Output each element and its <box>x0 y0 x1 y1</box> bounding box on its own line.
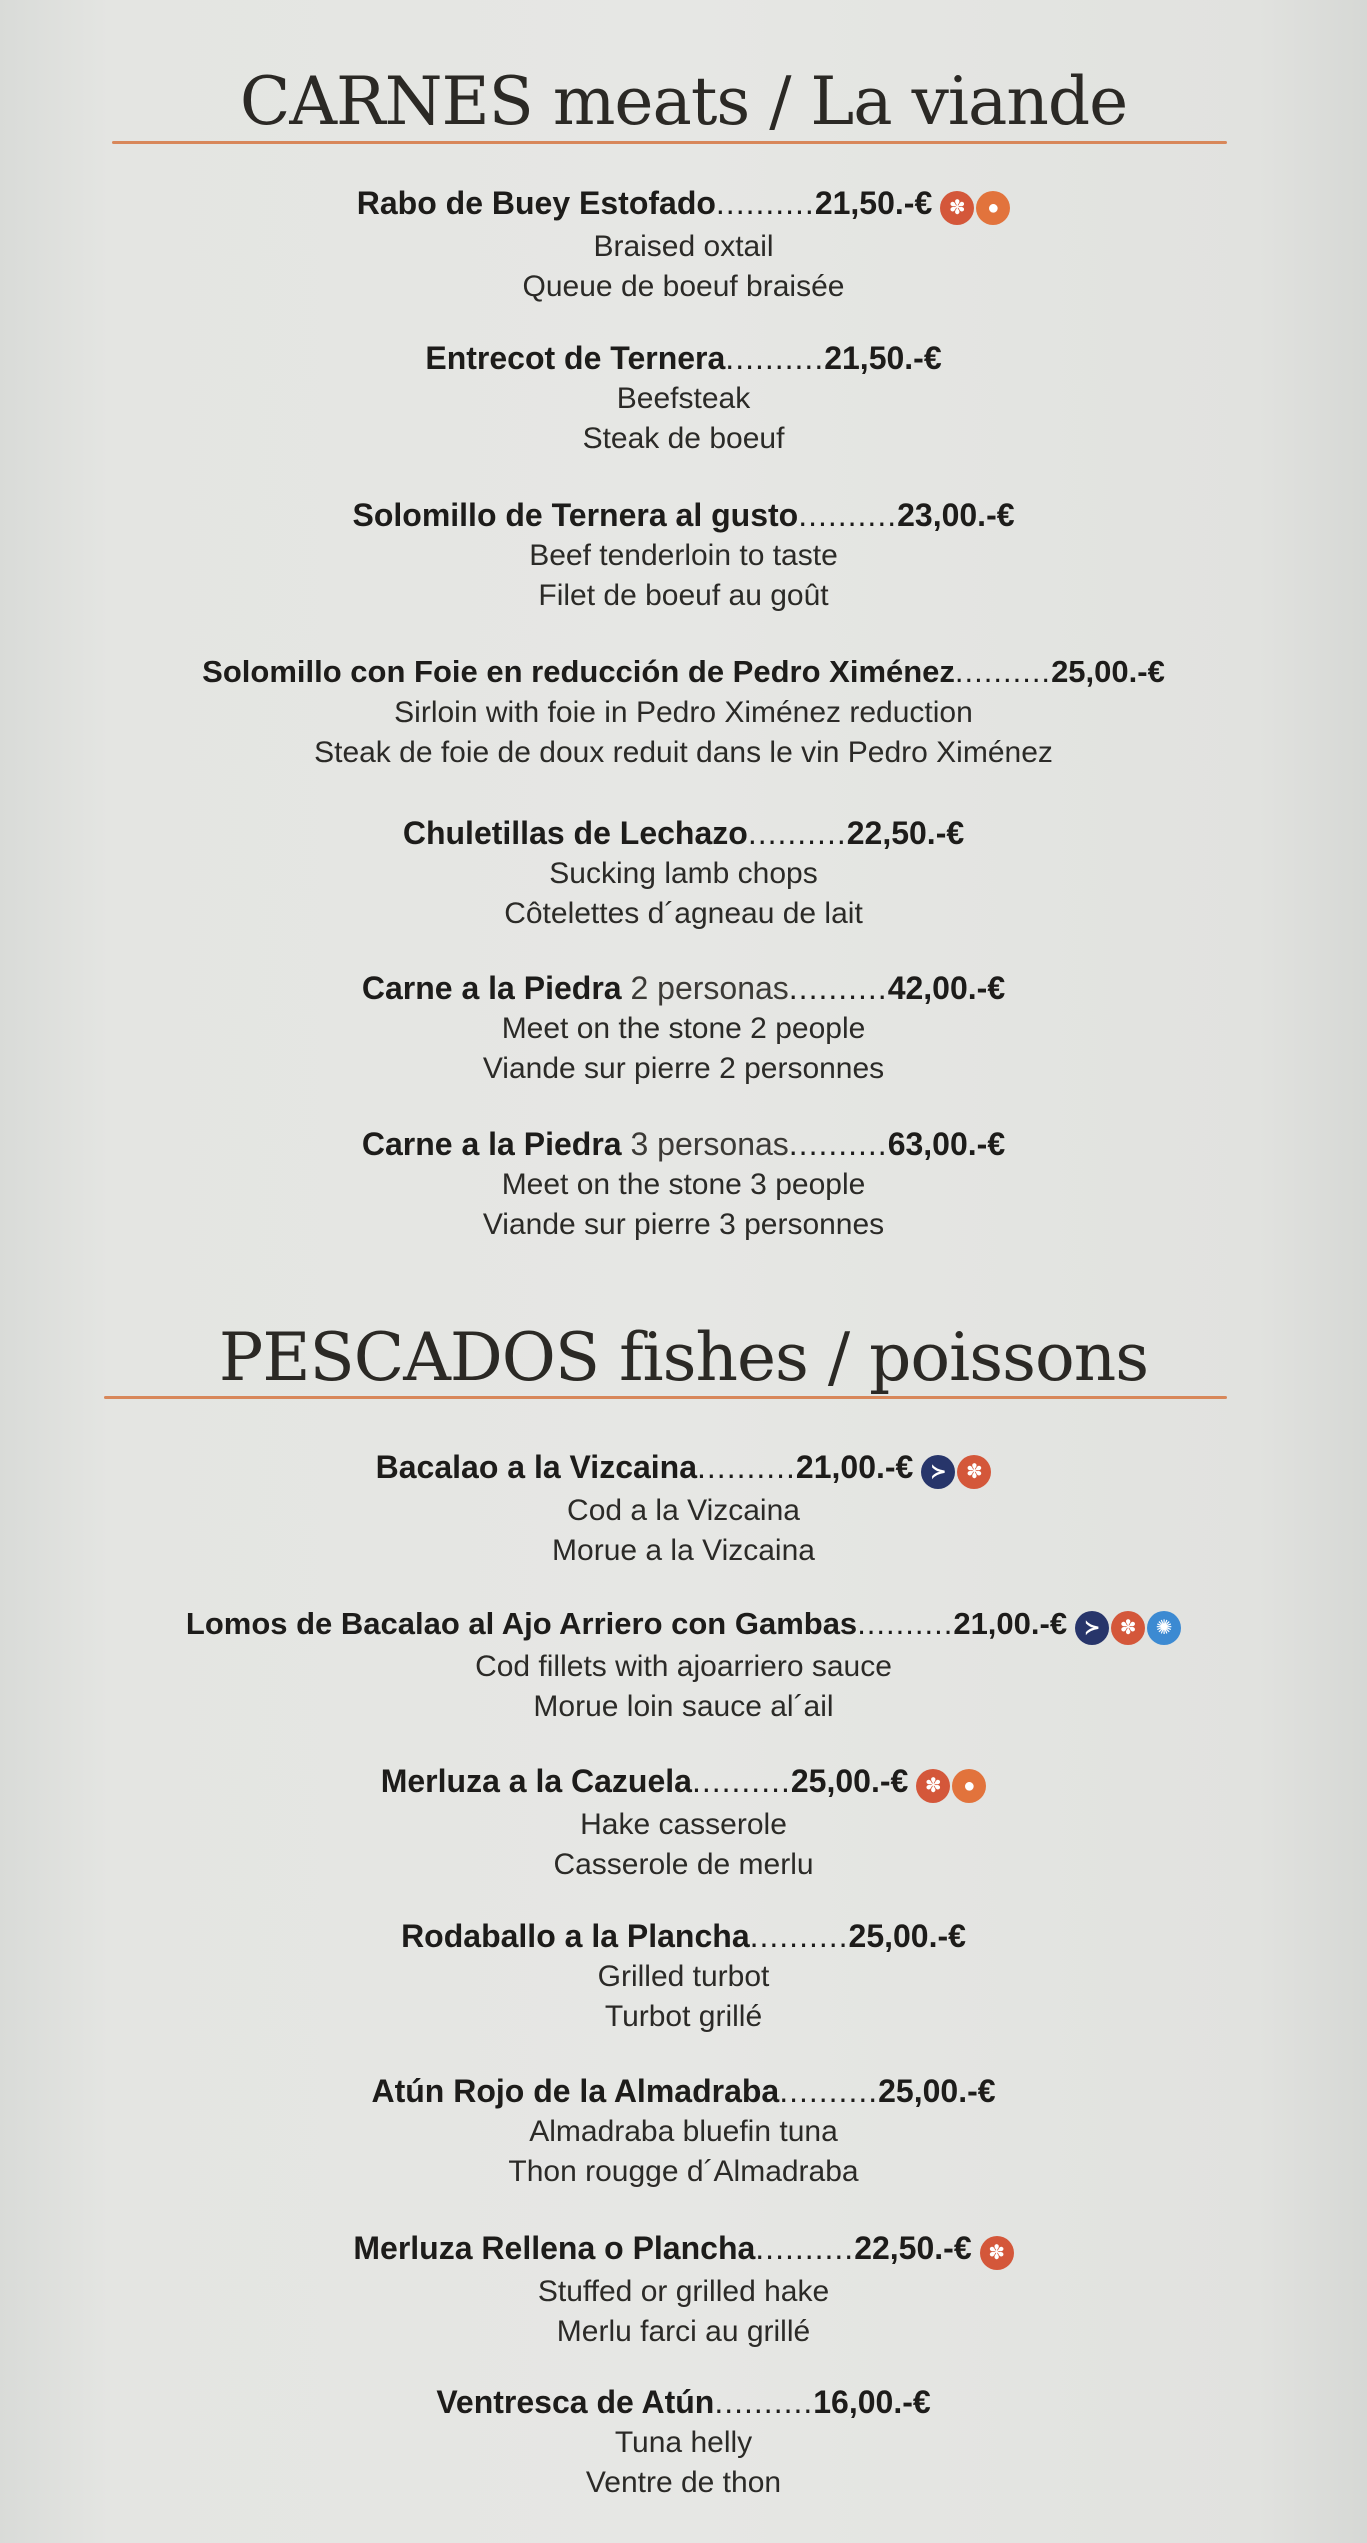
dish-description-en: Sirloin with foie in Pedro Ximénez reduction <box>394 696 973 729</box>
dish-name: Chuletillas de Lechazo <box>402 815 748 851</box>
dish-description-en: Hake casserole <box>580 1807 787 1841</box>
menu-item <box>0 651 1367 773</box>
dish-description-en: Meet on the stone 2 people <box>501 1012 866 1045</box>
dish-name: Merluza a la Cazuela <box>380 1763 692 1799</box>
menu-item <box>0 2381 1367 2503</box>
dish-name: Ventresca de Atún <box>436 2384 715 2420</box>
dish-price: 25,00.-€ <box>790 1763 909 1799</box>
dot-leader: .......... <box>714 2384 814 2420</box>
dish-description-en: Almadraba bluefin tuna <box>529 2115 838 2148</box>
dot-leader: .......... <box>779 2073 879 2109</box>
crab-icon: ✺ <box>1147 1611 1181 1645</box>
egg-icon: ● <box>952 1769 986 1803</box>
wheat-icon: ✽ <box>1111 1611 1145 1645</box>
section-title-pescados: PESCADOS fishes / poissons <box>218 1319 1149 1396</box>
dot-leader: .......... <box>788 970 888 1006</box>
dish-name: Solomillo de Ternera al gusto <box>352 497 799 533</box>
allergen-icons <box>978 2230 1014 2272</box>
dish-description-fr: Viande sur pierre 3 personnes <box>482 1208 885 1241</box>
dot-leader: .......... <box>749 1918 849 1954</box>
dish-price: 21,00.-€ <box>953 1606 1068 1641</box>
menu-item <box>0 1603 1367 1727</box>
dot-leader: .......... <box>755 2230 855 2266</box>
dish-description-fr: Morue a la Vizcaina <box>552 1533 815 1567</box>
dish-name: Lomos de Bacalao al Ajo Arriero con Gambas <box>185 1606 858 1641</box>
fish-icon: ≻ <box>921 1455 955 1489</box>
dish-description-en: Stuffed or grilled hake <box>537 2274 830 2308</box>
dish-price: 22,50.-€ <box>854 2230 972 2266</box>
dish-price: 63,00.-€ <box>887 1126 1006 1162</box>
menu-item <box>0 967 1367 1089</box>
dish-price: 22,50.-€ <box>846 815 965 851</box>
dish-description-en: Braised oxtail <box>593 229 774 263</box>
dish-description-fr: Merlu farci au grillé <box>556 2314 811 2348</box>
wheat-icon: ✽ <box>940 191 974 225</box>
dish-description-fr: Queue de boeuf braisée <box>522 269 845 303</box>
dish-price: 25,00.-€ <box>878 2073 996 2109</box>
dish-description-en: Tuna helly <box>614 2426 753 2459</box>
dish-price: 25,00.-€ <box>848 1918 966 1954</box>
dish-price: 16,00.-€ <box>813 2384 931 2420</box>
dish-name: Rabo de Buey Estofado <box>356 185 716 221</box>
dish-price: 25,00.-€ <box>1051 654 1165 689</box>
allergen-icons <box>938 185 1010 227</box>
dish-description-fr: Steak de foie de doux reduit dans le vin Pedro Ximénez <box>314 736 1053 769</box>
section-divider-carnes <box>112 141 1227 144</box>
wheat-icon: ✽ <box>980 2236 1014 2270</box>
dot-leader: .......... <box>788 1126 888 1162</box>
dish-description-en: Cod a la Vizcaina <box>567 1493 800 1527</box>
dish-price: 21,50.-€ <box>824 340 942 376</box>
dish-name: Bacalao a la Vizcaina <box>375 1449 698 1485</box>
menu-item <box>0 1760 1367 1885</box>
dish-description-en: Grilled turbot <box>597 1960 770 1993</box>
menu-item <box>0 1915 1367 2037</box>
dish-name: Solomillo con Foie en reducción de Pedro Ximénez <box>202 654 955 689</box>
wheat-icon: ✽ <box>916 1769 950 1803</box>
dish-name: Merluza Rellena o Plancha <box>353 2230 756 2266</box>
dot-leader: .......... <box>857 1606 954 1641</box>
allergen-icons <box>914 1763 986 1805</box>
dish-name: Rodaballo a la Plancha <box>401 1918 750 1954</box>
menu-item <box>0 182 1367 307</box>
menu-item <box>0 2227 1367 2352</box>
dish-description-fr: Morue loin sauce al´ail <box>533 1689 834 1723</box>
menu-item <box>0 1446 1367 1571</box>
allergen-icons <box>919 1449 991 1491</box>
allergen-icons <box>1073 1605 1181 1647</box>
dot-leader: .......... <box>715 185 815 221</box>
dish-name: Carne a la Piedra <box>361 1126 622 1162</box>
dish-price: 21,50.-€ <box>814 185 933 221</box>
dish-name: Carne a la Piedra <box>361 970 622 1006</box>
menu-item <box>0 1123 1367 1245</box>
dot-leader: .......... <box>691 1763 791 1799</box>
dot-leader: .......... <box>725 340 825 376</box>
dish-description-fr: Thon rougge d´Almadraba <box>508 2155 859 2188</box>
dish-name: Atún Rojo de la Almadraba <box>371 2073 780 2109</box>
dish-description-fr: Steak de boeuf <box>582 422 785 455</box>
dish-price: 42,00.-€ <box>887 970 1006 1006</box>
dish-description-fr: Côtelettes d´agneau de lait <box>504 897 863 930</box>
dish-description-fr: Ventre de thon <box>585 2466 782 2499</box>
dish-description-fr: Casserole de merlu <box>553 1847 814 1881</box>
dish-price: 23,00.-€ <box>897 497 1015 533</box>
dot-leader: .......... <box>798 497 898 533</box>
section-title-carnes: CARNES meats / La viande <box>239 63 1128 140</box>
dot-leader: .......... <box>747 815 847 851</box>
dish-description-en: Beefsteak <box>616 382 751 415</box>
dish-description-en: Cod fillets with ajoarriero sauce <box>475 1649 892 1683</box>
dish-description-fr: Filet de boeuf au goût <box>538 579 829 612</box>
dot-leader: .......... <box>697 1449 796 1485</box>
dish-extra: 3 personas <box>621 1126 789 1162</box>
fish-icon: ≻ <box>1075 1611 1109 1645</box>
dish-description-fr: Turbot grillé <box>604 2000 763 2033</box>
dish-description-fr: Viande sur pierre 2 personnes <box>482 1052 885 1085</box>
dish-name: Entrecot de Ternera <box>425 340 726 376</box>
menu-item <box>0 337 1367 459</box>
menu-item <box>0 2070 1367 2192</box>
wheat-icon: ✽ <box>957 1455 991 1489</box>
section-divider-pescados <box>104 1396 1227 1399</box>
dish-description-en: Meet on the stone 3 people <box>501 1168 866 1201</box>
dish-description-en: Sucking lamb chops <box>549 857 818 890</box>
dish-description-en: Beef tenderloin to taste <box>529 539 838 572</box>
dish-extra: 2 personas <box>621 970 789 1006</box>
menu-item <box>0 494 1367 616</box>
menu-item <box>0 812 1367 934</box>
dot-leader: .......... <box>954 654 1052 689</box>
egg-icon: ● <box>976 191 1010 225</box>
dish-price: 21,00.-€ <box>795 1449 914 1485</box>
